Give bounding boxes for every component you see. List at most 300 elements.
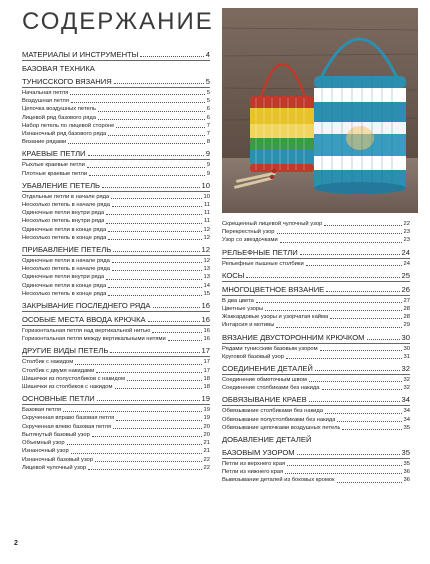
- toc-entry[interactable]: [22, 273, 210, 281]
- entry-label: Соединение обметочным швом: [222, 377, 307, 384]
- leader-dots: [111, 198, 201, 199]
- leader-dots: [98, 119, 205, 120]
- section-rule: [22, 191, 210, 192]
- toc-entry[interactable]: [222, 416, 410, 424]
- entry-label: Одиночные петли в начале ряда: [22, 258, 110, 265]
- leader-dots: [108, 135, 205, 136]
- section-rule: [222, 374, 410, 375]
- toc-section: [22, 301, 210, 312]
- toc-entry[interactable]: [22, 282, 210, 290]
- toc-section: [22, 149, 210, 177]
- leader-dots: [108, 295, 201, 296]
- leader-dots: [148, 321, 200, 322]
- leader-dots: [63, 411, 202, 412]
- entry-label: Скрученная вправо базовая петля: [22, 415, 115, 422]
- toc-entry[interactable]: [22, 105, 210, 113]
- entry-label: Набор петель по лицевой стороне: [22, 122, 115, 129]
- toc-section: [222, 248, 410, 268]
- toc-entry[interactable]: [22, 414, 210, 422]
- leader-dots: [112, 262, 202, 263]
- toc-entry[interactable]: [222, 305, 410, 313]
- toc-entry[interactable]: [222, 384, 410, 392]
- entry-page: 35: [403, 424, 410, 431]
- entry-page: 9: [206, 162, 210, 169]
- toc-entry[interactable]: [222, 460, 410, 468]
- entry-label: Изнаночный ряд базового ряда: [22, 131, 107, 138]
- leader-dots: [285, 473, 401, 474]
- entry-label: Интарсия и мотивы: [222, 322, 275, 329]
- leader-dots: [256, 302, 402, 303]
- section-title: ПРИБАВЛЕНИЕ ПЕТЕЛЬ: [22, 245, 112, 255]
- entry-label: Несколько петель в начале ряда: [22, 202, 111, 209]
- section-title: ДОБАВЛЕНИЕ ДЕТАЛЕЙ: [222, 435, 312, 445]
- leader-dots: [309, 381, 402, 382]
- section-page: 24: [401, 247, 410, 257]
- entry-label: Начальная петля: [22, 90, 69, 96]
- entry-page: 12: [203, 258, 210, 265]
- lanterns-illustration: [222, 8, 418, 213]
- leader-dots: [75, 364, 201, 365]
- entry-label: Несколько петель в конце ряда: [22, 290, 107, 297]
- entry-page: 8: [206, 139, 210, 146]
- section-title: КОСЫ: [222, 270, 245, 280]
- toc-entry[interactable]: [22, 439, 210, 447]
- leader-dots: [320, 350, 402, 351]
- entry-page: 32: [403, 385, 410, 392]
- entry-label: Скрученная влево базовая петля: [22, 423, 112, 430]
- section-title: КРАЕВЫЕ ПЕТЛИ: [22, 149, 86, 159]
- entry-label: Петли из нижнего края: [222, 469, 284, 476]
- section-title: ДРУГИЕ ВИДЫ ПЕТЕЛЬ: [22, 346, 109, 356]
- entry-page: 13: [203, 274, 210, 281]
- entry-label: Лицевой чулочный узор: [22, 464, 87, 471]
- section-title: ОСНОВНЫЕ ПЕТЛИ: [22, 394, 95, 404]
- entry-label: Рыхлые краевые петли: [22, 162, 85, 169]
- section-title: ОСОБЫЕ МЕСТА ВВОДА КРЮЧКА: [22, 315, 146, 325]
- entry-page: 29: [403, 322, 410, 329]
- section-title: ВЯЗАНИЕ ДВУСТОРОННИМ КРЮЧКОМ: [222, 332, 365, 342]
- leader-dots: [277, 233, 402, 234]
- entry-page: 28: [403, 314, 410, 321]
- entry-page: 9: [206, 170, 210, 177]
- toc-section: [222, 271, 410, 282]
- entry-page: 18: [203, 375, 210, 382]
- toc-entry[interactable]: [22, 209, 210, 217]
- leader-dots: [116, 420, 201, 421]
- toc-entry[interactable]: [22, 431, 210, 439]
- entry-page: 14: [203, 282, 210, 289]
- section-title: БАЗОВАЯ ТЕХНИКА: [22, 64, 95, 73]
- toc-section: [22, 245, 210, 298]
- leader-dots: [297, 454, 400, 455]
- toc-entry[interactable]: [22, 447, 210, 455]
- entry-label: Плотные краевые петли: [22, 170, 88, 177]
- section-page: 12: [201, 245, 210, 255]
- toc-entry[interactable]: [22, 89, 210, 97]
- entry-page: 31: [403, 353, 410, 360]
- entry-label: Одиночные петли в конце ряда: [22, 282, 107, 289]
- toc-section: [22, 64, 210, 146]
- section-title: МАТЕРИАЛЫ И ИНСТРУМЕНТЫ: [22, 50, 139, 59]
- toc-entry[interactable]: [22, 335, 210, 343]
- toc-entry[interactable]: [22, 265, 210, 273]
- entry-page: 7: [206, 131, 210, 138]
- toc-entry[interactable]: [222, 297, 410, 305]
- section-heading[interactable]: [222, 448, 410, 457]
- section-page: 16: [201, 301, 210, 311]
- entry-label: Изнаночный базовый узор: [22, 456, 93, 463]
- section-page: 4: [205, 50, 210, 59]
- section-heading[interactable]: [22, 50, 210, 59]
- leader-dots: [87, 167, 205, 168]
- toc-entry[interactable]: [22, 234, 210, 242]
- entry-label: Узор со звездочками: [222, 237, 278, 244]
- page-number: 2: [14, 540, 18, 547]
- entry-page: 27: [403, 297, 410, 304]
- leader-dots: [324, 225, 401, 226]
- toc-section: [222, 220, 410, 245]
- section-title: ОБВЯЗЫВАНИЕ КРАЕВ: [222, 395, 307, 405]
- toc-entry[interactable]: [22, 161, 210, 169]
- toc-entry[interactable]: [22, 122, 210, 130]
- toc-section: [22, 315, 210, 343]
- leader-dots: [114, 83, 204, 84]
- section-rule: [22, 311, 210, 312]
- entry-page: 21: [203, 448, 210, 455]
- section-rule: [22, 159, 210, 160]
- toc-entry[interactable]: [22, 290, 210, 298]
- entry-page: 35: [403, 461, 410, 468]
- entry-label: Объемный узор: [22, 440, 65, 447]
- section-rule: [222, 458, 410, 459]
- leader-dots: [113, 251, 199, 252]
- leader-dots: [67, 444, 202, 445]
- section-heading[interactable]: [222, 271, 410, 280]
- section-heading[interactable]: [222, 395, 410, 404]
- section-title: БАЗОВЫМ УЗОРОМ: [222, 448, 295, 458]
- entry-label: Цепочка воздушных петель: [22, 106, 96, 113]
- toc-section: [222, 364, 410, 392]
- entry-page: 18: [203, 384, 210, 391]
- leader-dots: [68, 143, 205, 144]
- leader-dots: [110, 352, 199, 353]
- toc-section: [222, 395, 410, 432]
- section-heading[interactable]: [22, 346, 210, 355]
- toc-entry[interactable]: [22, 170, 210, 178]
- toc-entry[interactable]: [222, 220, 410, 228]
- entry-page: 10: [203, 193, 210, 200]
- section-heading[interactable]: [22, 77, 210, 86]
- leader-dots: [97, 400, 200, 401]
- page-title: СОДЕРЖАНИЕ: [22, 8, 214, 35]
- entry-label: Одиночные петли внутри ряда: [22, 274, 105, 281]
- toc-right-column: [222, 220, 410, 485]
- entry-page: 5: [206, 98, 210, 105]
- toc-entry[interactable]: [22, 193, 210, 201]
- entry-page: 20: [203, 423, 210, 430]
- leader-dots: [342, 429, 401, 430]
- leader-dots: [112, 206, 202, 207]
- toc-section: [22, 394, 210, 472]
- leader-dots: [246, 277, 399, 278]
- entry-label: Перекрестный узор: [222, 229, 275, 236]
- entry-label: Горизонтальная петля между вертикальными нитями: [22, 336, 166, 343]
- leader-dots: [322, 389, 402, 390]
- toc-entry[interactable]: [222, 321, 410, 329]
- crochet-lanterns-photo: [222, 8, 418, 213]
- section-heading[interactable]: [22, 315, 210, 324]
- toc-entry[interactable]: [22, 358, 210, 366]
- section-heading[interactable]: [222, 248, 410, 257]
- section-rule: [222, 295, 410, 296]
- leader-dots: [265, 310, 401, 311]
- section-rule: [22, 60, 210, 61]
- entry-page: 19: [203, 407, 210, 414]
- toc-entry[interactable]: [222, 345, 410, 353]
- leader-dots: [115, 388, 202, 389]
- toc-entry[interactable]: [22, 383, 210, 391]
- entry-label: Изнаночный узор: [22, 448, 69, 455]
- toc-section: [22, 346, 210, 391]
- entry-label: Цветные узоры: [222, 306, 264, 313]
- toc-entry[interactable]: [22, 130, 210, 138]
- entry-page: 20: [203, 431, 210, 438]
- leader-dots: [71, 102, 205, 103]
- leader-dots: [96, 372, 201, 373]
- entry-label: Несколько петель в конце ряда: [22, 234, 107, 241]
- entry-page: 11: [203, 202, 210, 209]
- entry-page: 23: [403, 229, 410, 236]
- entry-page: 22: [203, 464, 210, 471]
- section-page: 30: [401, 332, 410, 342]
- leader-dots: [113, 428, 201, 429]
- section-heading[interactable]: [222, 435, 410, 444]
- leader-dots: [70, 94, 204, 95]
- toc-entry[interactable]: [222, 353, 410, 361]
- entry-label: Вязание рядами: [22, 139, 67, 146]
- toc-entry[interactable]: [22, 201, 210, 209]
- leader-dots: [367, 339, 400, 340]
- leader-dots: [116, 127, 204, 128]
- entry-page: 34: [403, 416, 410, 423]
- toc-section: [222, 333, 410, 361]
- entry-label: Столбик с двумя накидами: [22, 367, 95, 374]
- leader-dots: [168, 340, 202, 341]
- leader-dots: [108, 287, 201, 288]
- entry-page: 22: [403, 221, 410, 227]
- entry-label: Горизонтальная петля над вертикальной нитью: [22, 328, 151, 335]
- leader-dots: [140, 56, 203, 57]
- section-heading[interactable]: [222, 364, 410, 373]
- toc-section: [222, 285, 410, 330]
- entry-label: Жаккардовые узоры и узорчатая кайма: [222, 314, 329, 321]
- section-heading[interactable]: [22, 301, 210, 310]
- entry-label: Рельефные пышные столбики: [222, 260, 304, 267]
- section-rule: [22, 255, 210, 256]
- entry-page: 23: [403, 237, 410, 244]
- entry-label: Воздушная петля: [22, 98, 69, 105]
- entry-page: 11: [203, 210, 210, 217]
- section-page: 26: [401, 284, 410, 294]
- leader-dots: [315, 370, 400, 371]
- section-page: 19: [201, 394, 210, 404]
- entry-page: 11: [203, 218, 210, 225]
- entry-page: 21: [203, 440, 210, 447]
- section-heading[interactable]: [22, 394, 210, 403]
- entry-label: Вытянутый базовый узор: [22, 431, 90, 438]
- leader-dots: [108, 239, 201, 240]
- section-page: 16: [201, 315, 210, 325]
- toc-entry[interactable]: [222, 260, 410, 268]
- leader-dots: [88, 469, 201, 470]
- leader-dots: [300, 254, 400, 255]
- toc-entry[interactable]: [222, 376, 410, 384]
- toc-entry[interactable]: [222, 468, 410, 476]
- toc-section: [22, 181, 210, 242]
- leader-dots: [112, 270, 202, 271]
- section-title: ТУНИССКОГО ВЯЗАНИЯ: [22, 77, 112, 86]
- section-rule: [222, 343, 410, 344]
- entry-page: 6: [206, 106, 210, 113]
- leader-dots: [326, 291, 399, 292]
- entry-page: 12: [203, 234, 210, 241]
- section-title: ЗАКРЫВАНИЕ ПОСЛЕДНЕГО РЯДА: [22, 301, 151, 311]
- entry-label: Несколько петель внутри ряда: [22, 218, 105, 225]
- section-heading[interactable]: [22, 64, 210, 73]
- toc-entry[interactable]: [22, 456, 210, 464]
- toc-entry[interactable]: [222, 228, 410, 236]
- toc-entry[interactable]: [22, 257, 210, 265]
- toc-entry[interactable]: [22, 367, 210, 375]
- leader-dots: [276, 327, 401, 328]
- leader-dots: [106, 214, 202, 215]
- leader-dots: [280, 242, 402, 243]
- toc-entry[interactable]: [222, 236, 410, 244]
- section-heading[interactable]: [22, 181, 210, 190]
- entry-label: Соединение столбиками без накида: [222, 385, 320, 392]
- leader-dots: [309, 401, 400, 402]
- entry-page: 12: [203, 226, 210, 233]
- toc-entry[interactable]: [22, 406, 210, 414]
- leader-dots: [287, 465, 401, 466]
- entry-label: Отдельные петли в начале ряда: [22, 193, 110, 200]
- section-page: 5: [205, 77, 210, 86]
- leader-dots: [337, 482, 402, 483]
- section-page: 35: [401, 448, 410, 458]
- toc-entry[interactable]: [22, 423, 210, 431]
- section-rule: [222, 258, 410, 259]
- entry-label: Обвязывание полустолбиками без накида: [222, 416, 336, 423]
- toc-entry[interactable]: [22, 97, 210, 105]
- entry-page: 28: [403, 306, 410, 313]
- entry-label: Несколько петель в начале ряда: [22, 266, 111, 273]
- section-heading[interactable]: [22, 245, 210, 254]
- toc-entry[interactable]: [22, 217, 210, 225]
- entry-label: Шишечки из полустолбиков с накидом: [22, 375, 125, 382]
- toc-entry[interactable]: [22, 375, 210, 383]
- entry-label: Столбик с накидом: [22, 359, 74, 366]
- entry-page: 19: [203, 415, 210, 422]
- entry-page: 7: [206, 122, 210, 129]
- leader-dots: [153, 307, 200, 308]
- section-page: 25: [401, 270, 410, 280]
- entry-page: 32: [403, 377, 410, 384]
- section-heading[interactable]: [22, 149, 210, 158]
- section-page: 34: [401, 395, 410, 405]
- section-rule: [222, 281, 410, 282]
- entry-page: 16: [203, 336, 210, 343]
- leader-dots: [108, 231, 201, 232]
- section-title: УБАВЛЕНИЕ ПЕТЕЛЬ: [22, 180, 101, 190]
- section-rule: [22, 325, 210, 326]
- entry-label: Скрещенный лицевой чулочный узор: [222, 221, 323, 227]
- toc-section: [222, 435, 410, 485]
- entry-page: 30: [403, 345, 410, 352]
- leader-dots: [106, 223, 202, 224]
- toc-section: [22, 50, 210, 61]
- leader-dots: [71, 453, 202, 454]
- leader-dots: [98, 111, 205, 112]
- leader-dots: [306, 265, 402, 266]
- leader-dots: [102, 187, 200, 188]
- entry-label: Одиночные петли в конце ряда: [22, 226, 107, 233]
- toc-entry[interactable]: [22, 138, 210, 146]
- entry-label: Одиночные петли внутри ряда: [22, 210, 105, 217]
- section-heading[interactable]: [222, 285, 410, 294]
- toc-entry[interactable]: [222, 313, 410, 321]
- section-heading[interactable]: [222, 333, 410, 342]
- entry-page: 17: [203, 367, 210, 374]
- entry-page: 22: [203, 456, 210, 463]
- entry-label: Обвязывание цепочками воздушных петель: [222, 424, 341, 431]
- leader-dots: [337, 421, 401, 422]
- section-rule: [222, 405, 410, 406]
- toc-entry[interactable]: [22, 464, 210, 472]
- leader-dots: [89, 175, 205, 176]
- section-page: 17: [201, 346, 210, 356]
- entry-page: 36: [403, 469, 410, 476]
- entry-page: 34: [403, 408, 410, 415]
- leader-dots: [106, 279, 201, 280]
- toc-entry[interactable]: [222, 424, 410, 432]
- entry-page: 16: [203, 328, 210, 335]
- section-page: 32: [401, 364, 410, 374]
- entry-page: 15: [203, 290, 210, 297]
- leader-dots: [286, 358, 402, 359]
- entry-label: Круговой базовый узор: [222, 353, 284, 360]
- section-page: 10: [201, 180, 210, 190]
- section-title: МНОГОЦВЕТНОЕ ВЯЗАНИЕ: [222, 284, 325, 294]
- leader-dots: [325, 413, 402, 414]
- entry-label: В два цвета: [222, 297, 254, 304]
- leader-dots: [88, 155, 204, 156]
- entry-label: Лицевой ряд базового ряда: [22, 114, 97, 121]
- toc-entry[interactable]: [222, 407, 410, 415]
- toc-entry[interactable]: [22, 327, 210, 335]
- toc-entry[interactable]: [222, 476, 410, 484]
- leader-dots: [92, 436, 202, 437]
- section-page: 9: [205, 149, 210, 159]
- entry-page: 13: [203, 266, 210, 273]
- toc-entry[interactable]: [22, 114, 210, 122]
- leader-dots: [95, 461, 202, 462]
- entry-page: 17: [203, 359, 210, 366]
- toc-left-column: [22, 50, 210, 472]
- entry-page: 36: [403, 477, 410, 484]
- section-title: РЕЛЬЕФНЫЕ ПЕТЛИ: [222, 247, 298, 257]
- section-title: СОЕДИНЕНИЕ ДЕТАЛЕЙ: [222, 364, 313, 374]
- toc-entry[interactable]: [22, 226, 210, 234]
